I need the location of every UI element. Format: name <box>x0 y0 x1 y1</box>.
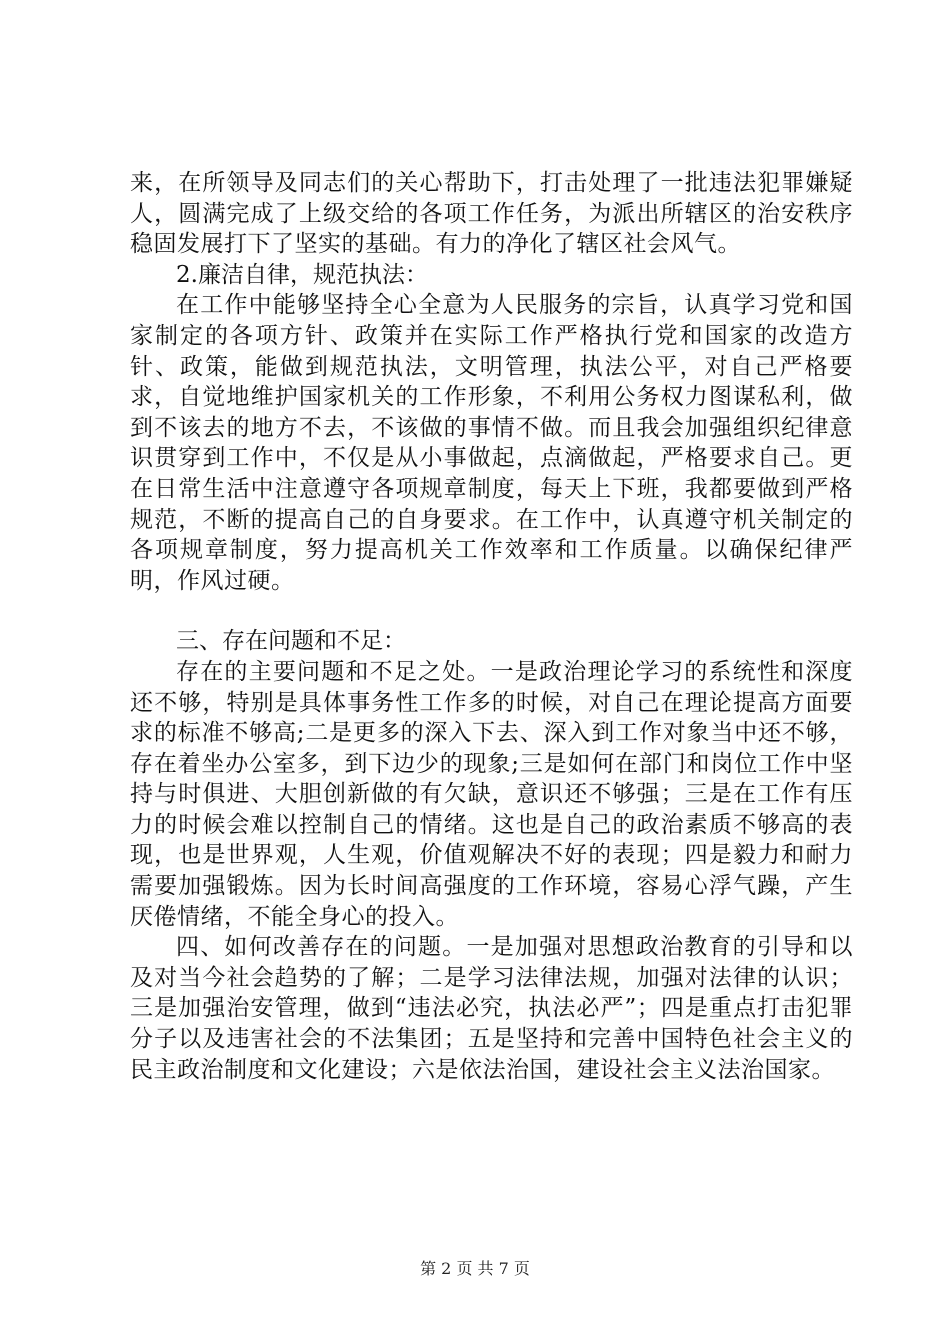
paragraph-integrity: 在工作中能够坚持全心全意为人民服务的宗旨，认真学习党和国家制定的各项方针、政策并在实际工作严格执行党和国家的改造方针、政策，能做到规范执法，文明管理，执法公平，对自己严格要求，自觉地维护国家机关的工作形象，不利用公务权力图谋私利，做到不该去的地方不去，不该做的事情不做。而且我会加强组织纪律意识贯穿到工作中，不仅是从小事做起，点滴做起，严格要求自己。更在日常生活中注意遵守各项规章制度，每天上下班，我都要做到严格规范，不断的提高自己的自身要求。在工作中，认真遵守机关制定的各项规章制度，努力提高机关工作效率和工作质量。以确保纪律严明，作风过硬。 <box>130 292 853 594</box>
section-heading-2: 2.廉洁自律，规范执法： <box>176 261 428 288</box>
document-body <box>130 168 853 1085</box>
paragraph-gap <box>130 596 853 626</box>
section-heading-3: 三、存在问题和不足： <box>176 628 406 655</box>
paragraph-continuation: 来，在所领导及同志们的关心帮助下，打击处理了一批违法犯罪嫌疑人，圆满完成了上级交给的各项工作任务，为派出所辖区的治安秩序稳固发展打下了坚实的基础。有力的净化了辖区社会风气。 <box>130 170 853 258</box>
page-number-footer: 第 2 页 共 7 页 <box>420 1259 530 1278</box>
paragraph-problems: 存在的主要问题和不足之处。一是政治理论学习的系统性和深度还不够，特别是具体事务性工作多的时候，对自己在理论提高方面要求的标准不够高;二是更多的深入下去、深入到工作对象当中还不够，存在着坐办公室多，到下边少的现象;三是如何在部门和岗位工作中坚持与时俱进、大胆创新做的有欠缺，意识还不够强；三是在工作有压力的时候会难以控制自己的情绪。这也是自己的政治素质不够高的表现，也是世界观，人生观，价值观解决不好的表现；四是毅力和耐力需要加强锻炼。因为长时间高强度的工作环境，容易心浮气躁，产生厌倦情绪，不能全身心的投入。 <box>130 658 853 930</box>
paragraph-improvements: 四、如何改善存在的问题。一是加强对思想政治教育的引导和以及对当今社会趋势的了解；二是学习法律法规，加强对法律的认识；三是加强治安管理，做到“违法必究，执法必严”；四是重点打击犯罪分子以及违害社会的不法集团；五是坚持和完善中国特色社会主义的民主政治制度和文化建设；六是依法治国，建设社会主义法治国家。 <box>130 934 853 1083</box>
